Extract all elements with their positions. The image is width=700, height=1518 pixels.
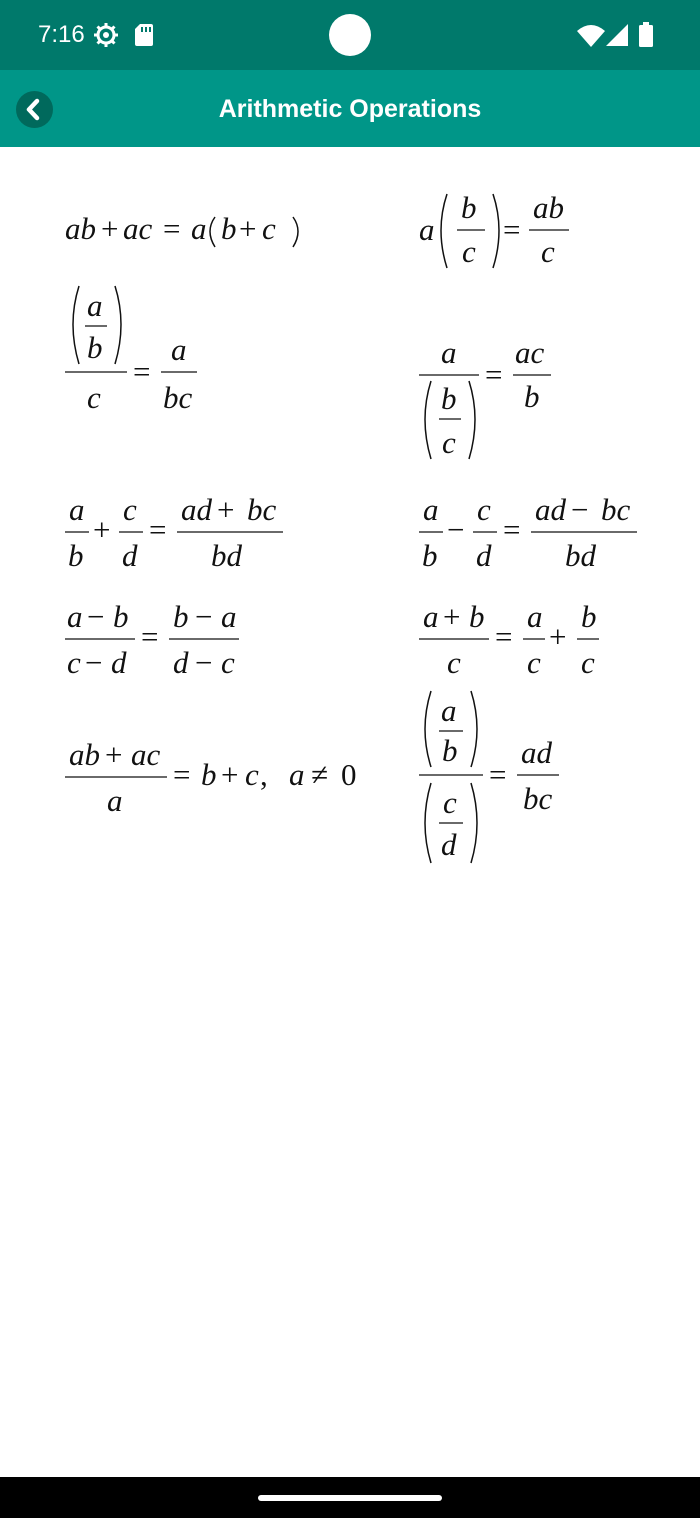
svg-text:ad: ad bbox=[181, 492, 212, 527]
svg-text:b: b bbox=[87, 330, 103, 365]
svg-text:ad: ad bbox=[535, 492, 566, 527]
svg-text:c: c bbox=[123, 492, 137, 527]
home-gesture-handle[interactable] bbox=[258, 1495, 442, 1501]
svg-text:=: = bbox=[503, 212, 521, 247]
status-time: 7:16 bbox=[38, 21, 85, 48]
svg-text:a: a bbox=[87, 288, 103, 323]
formula-fraction-subtraction bbox=[419, 492, 649, 577]
app-bar bbox=[0, 70, 700, 147]
formula-fraction-addition bbox=[65, 492, 295, 577]
svg-text:+: + bbox=[93, 512, 111, 547]
svg-text:c: c bbox=[541, 234, 555, 269]
camera-cutout bbox=[329, 14, 371, 56]
svg-text:a: a bbox=[191, 211, 207, 246]
svg-text:d: d bbox=[476, 538, 492, 573]
svg-text:,: , bbox=[260, 757, 268, 792]
settings-gear-icon bbox=[94, 23, 118, 52]
svg-text:c: c bbox=[462, 234, 476, 269]
svg-text:a: a bbox=[527, 599, 543, 634]
svg-text:=: = bbox=[149, 512, 167, 547]
formula-distributive bbox=[65, 209, 315, 264]
svg-text:a: a bbox=[423, 492, 439, 527]
svg-text:ab: ab bbox=[65, 211, 96, 246]
svg-text:=: = bbox=[133, 354, 151, 389]
formula-split-numerator bbox=[419, 599, 609, 684]
svg-text:ac: ac bbox=[123, 211, 153, 246]
svg-text:ac: ac bbox=[131, 737, 161, 772]
formula-cancel-a bbox=[65, 737, 365, 822]
svg-text:=: = bbox=[503, 512, 521, 547]
svg-text:+: + bbox=[217, 492, 235, 527]
svg-text:0: 0 bbox=[341, 757, 357, 792]
svg-text:b: b bbox=[469, 599, 485, 634]
formula-sign-swap bbox=[65, 599, 255, 684]
svg-text:+: + bbox=[549, 619, 567, 654]
svg-text:ad: ad bbox=[521, 735, 552, 770]
svg-text:c: c bbox=[527, 645, 541, 680]
svg-text:+: + bbox=[239, 211, 257, 246]
page-title: Arithmetic Operations bbox=[218, 95, 482, 123]
svg-text:a: a bbox=[171, 332, 187, 367]
svg-text:a: a bbox=[423, 599, 439, 634]
svg-text:b: b bbox=[461, 190, 477, 225]
svg-text:d: d bbox=[173, 645, 189, 680]
svg-text:bc: bc bbox=[247, 492, 277, 527]
svg-text:=: = bbox=[163, 211, 181, 246]
svg-text:b: b bbox=[422, 538, 438, 573]
wifi-icon bbox=[577, 25, 605, 52]
svg-text:b: b bbox=[442, 733, 458, 768]
svg-text:b: b bbox=[113, 599, 129, 634]
signal-icon bbox=[606, 24, 628, 51]
svg-text:−: − bbox=[571, 492, 589, 527]
svg-text:c: c bbox=[67, 645, 81, 680]
svg-text:ab: ab bbox=[533, 190, 564, 225]
svg-text:ab: ab bbox=[69, 737, 100, 772]
formula-complex-fraction bbox=[419, 689, 569, 874]
svg-text:c: c bbox=[87, 380, 101, 415]
svg-text:bc: bc bbox=[523, 781, 553, 816]
svg-text:b: b bbox=[581, 599, 597, 634]
battery-icon bbox=[639, 22, 653, 52]
svg-text:−: − bbox=[195, 645, 213, 680]
formula-multiply-fraction bbox=[419, 190, 579, 277]
svg-text:+: + bbox=[101, 211, 119, 246]
svg-text:a: a bbox=[441, 335, 457, 370]
svg-text:a: a bbox=[419, 212, 435, 247]
svg-text:=: = bbox=[485, 357, 503, 392]
svg-text:b: b bbox=[524, 379, 540, 414]
svg-text:a: a bbox=[107, 783, 123, 818]
svg-text:a: a bbox=[69, 492, 85, 527]
svg-text:bc: bc bbox=[163, 380, 193, 415]
svg-text:c: c bbox=[245, 757, 259, 792]
svg-text:b: b bbox=[68, 538, 84, 573]
svg-text:d: d bbox=[441, 827, 457, 862]
svg-text:−: − bbox=[85, 645, 103, 680]
formula-list bbox=[0, 147, 700, 1477]
formula-fraction-over-c bbox=[65, 284, 205, 419]
svg-text:b: b bbox=[201, 757, 217, 792]
svg-text:b: b bbox=[173, 599, 189, 634]
svg-text:b: b bbox=[221, 211, 237, 246]
svg-text:c: c bbox=[442, 425, 456, 460]
svg-text:c: c bbox=[443, 785, 457, 820]
svg-text:c: c bbox=[221, 645, 235, 680]
sd-card-icon bbox=[135, 24, 153, 51]
status-bar bbox=[0, 0, 700, 70]
svg-text:+: + bbox=[443, 599, 461, 634]
svg-text:+: + bbox=[221, 757, 239, 792]
svg-text:=: = bbox=[141, 619, 159, 654]
svg-text:−: − bbox=[195, 599, 213, 634]
svg-text:bd: bd bbox=[211, 538, 242, 573]
svg-text:a: a bbox=[221, 599, 237, 634]
svg-text:a: a bbox=[289, 757, 305, 792]
svg-text:c: c bbox=[581, 645, 595, 680]
svg-text:bd: bd bbox=[565, 538, 596, 573]
system-nav-bar bbox=[0, 1477, 700, 1518]
svg-text:c: c bbox=[477, 492, 491, 527]
svg-text:b: b bbox=[441, 381, 457, 416]
svg-text:+: + bbox=[105, 737, 123, 772]
svg-text:d: d bbox=[111, 645, 127, 680]
svg-text:−: − bbox=[87, 599, 105, 634]
svg-text:c: c bbox=[447, 645, 461, 680]
svg-text:a: a bbox=[67, 599, 83, 634]
svg-text:c: c bbox=[262, 211, 276, 246]
svg-text:=: = bbox=[489, 757, 507, 792]
svg-text:−: − bbox=[447, 512, 465, 547]
svg-text:a: a bbox=[441, 693, 457, 728]
formula-a-over-fraction bbox=[419, 337, 559, 472]
svg-text:ac: ac bbox=[515, 335, 545, 370]
svg-text:≠: ≠ bbox=[311, 757, 329, 792]
svg-text:=: = bbox=[495, 619, 513, 654]
svg-text:d: d bbox=[122, 538, 138, 573]
svg-text:bc: bc bbox=[601, 492, 631, 527]
svg-text:=: = bbox=[173, 757, 191, 792]
